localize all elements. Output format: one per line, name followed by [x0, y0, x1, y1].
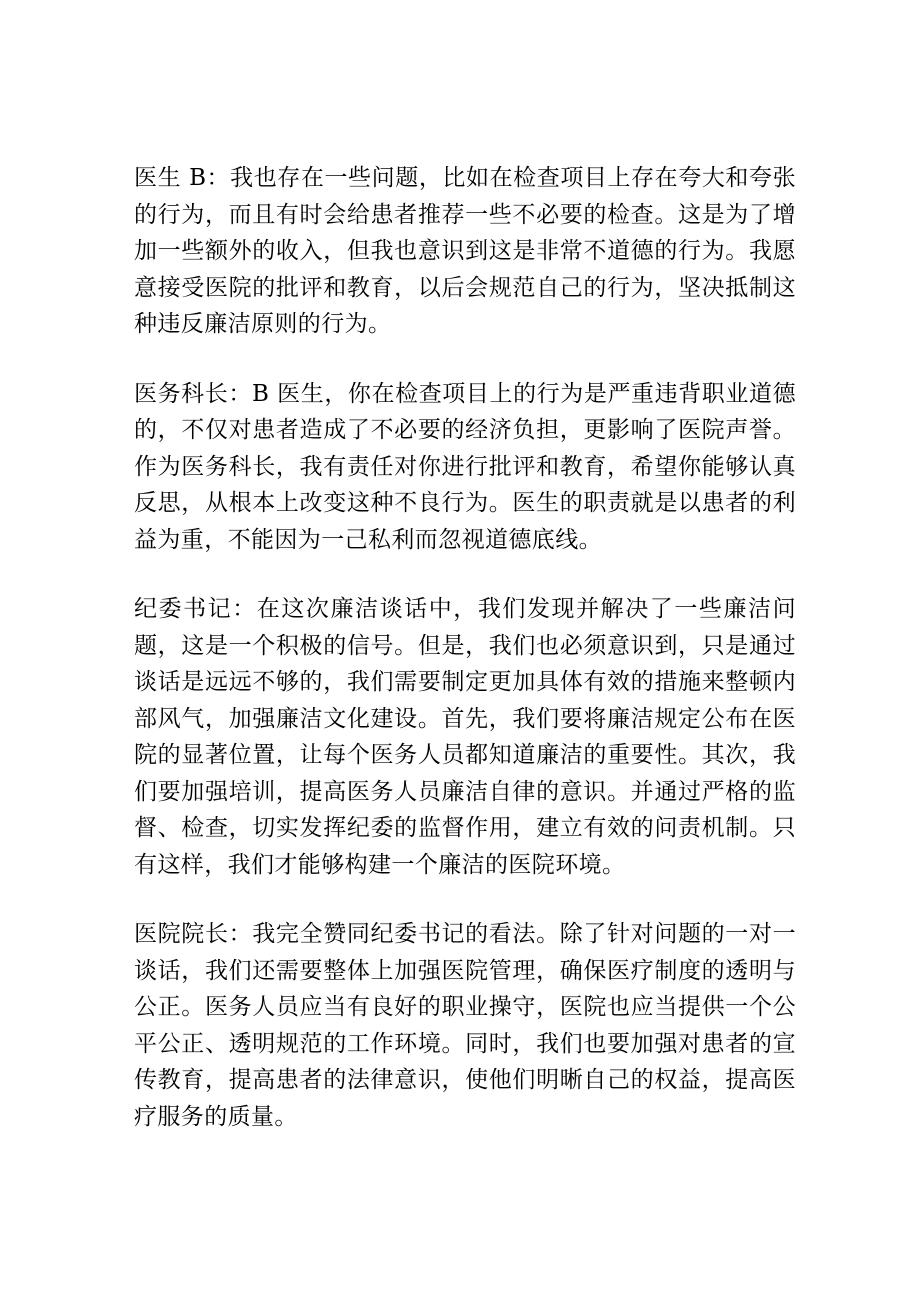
paragraph-doctor-b: 医生 B：我也存在一些问题，比如在检查项目上存在夸大和夸张的行为，而且有时会给患者推荐一些不必要的检查。这是为了增加一些额外的收入，但我也意识到这是非常不道德的行为。我愿意接受医院的批评和教育，以后会规范自己的行为，坚决抵制这种违反廉洁原则的行为。 — [134, 165, 796, 337]
paragraph-discipline-secretary: 纪委书记：在这次廉洁谈话中，我们发现并解决了一些廉洁问题，这是一个积极的信号。但是，我们也必须意识到，只是通过谈话是远远不够的，我们需要制定更加具体有效的措施来整顿内部风气，加强廉洁文化建设。首先，我们要将廉洁规定公布在医院的显著位置，让每个医务人员都知道廉洁的重要性。其次，我们要加强培训，提高医务人员廉洁自律的意识。并通过严格的监督、检查，切实发挥纪委的监督作用，建立有效的问责机制。只有这样，我们才能够构建一个廉洁的医院环境。 — [134, 596, 796, 878]
paragraph-medical-section-chief: 医务科长：B 医生，你在检查项目上的行为是严重违背职业道德的，不仅对患者造成了不必要的经济负担，更影响了医院声誉。作为医务科长，我有责任对你进行批评和教育，希望你能够认真反思，从根本上改变这种不良行为。医生的职责就是以患者的利益为重，不能因为一己私利而忽视道德底线。 — [134, 380, 796, 553]
document-body — [134, 160, 796, 1168]
paragraph-hospital-president: 医院院长：我完全赞同纪委书记的看法。除了针对问题的一对一谈话，我们还需要整体上加强医院管理，确保医疗制度的透明与公正。医务人员应当有良好的职业操守，医院也应当提供一个公平公正、透明规范的工作环境。同时，我们也要加强对患者的宣传教育，提高患者的法律意识，使他们明晰自己的权益，提高医疗服务的质量。 — [134, 921, 796, 1130]
